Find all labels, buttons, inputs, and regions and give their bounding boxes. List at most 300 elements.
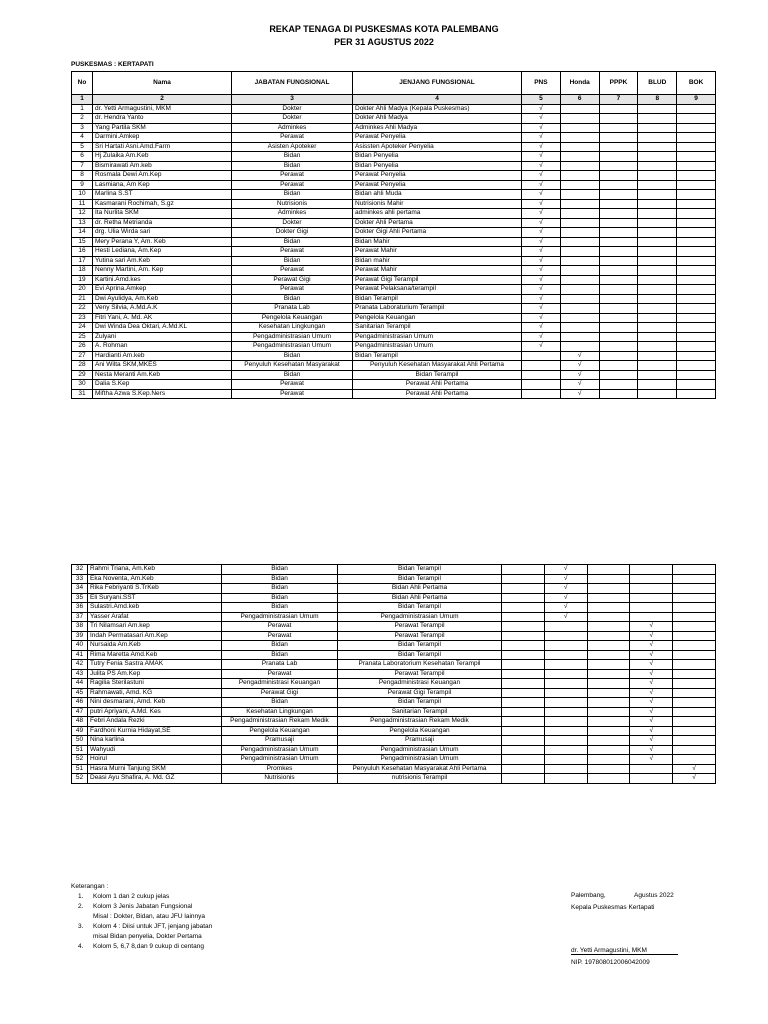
jabatan-fungsional: Pranata Lab <box>232 304 353 314</box>
column-number-row <box>72 95 716 105</box>
status-pppk-cell <box>599 228 638 238</box>
status-pns-cell: √ <box>522 275 561 285</box>
staff-name: Yasser Arafat <box>88 612 222 622</box>
status-pns-cell <box>502 669 545 679</box>
jabatan-fungsional: Bidan <box>222 565 338 575</box>
table-row <box>72 123 716 133</box>
status-honda-cell <box>560 285 599 295</box>
jabatan-fungsional: Nutrisionis <box>232 199 353 209</box>
table-row <box>72 256 716 266</box>
jabatan-fungsional: Pengadministrasian Rekam Medik <box>222 717 338 727</box>
row-number: 1 <box>72 104 93 114</box>
status-honda-cell <box>560 133 599 143</box>
status-pppk-cell <box>599 190 638 200</box>
table-row <box>72 351 716 361</box>
table-row <box>72 180 716 190</box>
staff-name: Hesti Lediana, Am.Kep <box>93 247 232 257</box>
status-pppk-cell <box>587 745 630 755</box>
status-pppk-cell <box>587 660 630 670</box>
staff-name: dr. Retha Metrianda <box>93 218 232 228</box>
jenjang-fungsional: Pengadministrasian Umum <box>338 612 502 622</box>
jabatan-fungsional: Dokter <box>232 104 353 114</box>
status-honda-cell <box>560 142 599 152</box>
jenjang-fungsional: Pengadministrasian Umum <box>353 332 522 342</box>
status-pns-cell <box>502 612 545 622</box>
row-number: 52 <box>72 774 88 784</box>
status-honda-cell: √ <box>544 565 587 575</box>
status-pns-cell: √ <box>522 237 561 247</box>
row-number: 31 <box>72 389 93 399</box>
status-pns-cell: √ <box>522 133 561 143</box>
status-blud-cell <box>638 209 677 219</box>
keterangan-item <box>78 902 212 922</box>
row-number: 37 <box>72 612 88 622</box>
status-bok-cell <box>677 228 716 238</box>
status-bok-cell <box>677 142 716 152</box>
jenjang-fungsional: Bidan mahir <box>353 256 522 266</box>
jabatan-fungsional: Bidan <box>222 593 338 603</box>
col-header-pns: PNS <box>522 72 561 95</box>
jenjang-fungsional: Adminkes Ahli Madya <box>353 123 522 133</box>
status-honda-cell <box>560 266 599 276</box>
jenjang-fungsional: Pengelola Keuangan <box>353 313 522 323</box>
status-blud-cell <box>630 603 673 613</box>
table-row <box>72 266 716 276</box>
jabatan-fungsional: Adminkes <box>232 209 353 219</box>
staff-name: Sri Hartati Asni.Amd.Farm <box>93 142 232 152</box>
status-honda-cell: √ <box>544 603 587 613</box>
row-number: 33 <box>72 574 88 584</box>
row-number: 10 <box>72 190 93 200</box>
row-number: 52 <box>72 755 88 765</box>
col-number: 7 <box>599 95 638 105</box>
jabatan-fungsional: Perawat <box>232 133 353 143</box>
status-blud-cell: √ <box>630 641 673 651</box>
status-bok-cell <box>677 123 716 133</box>
status-blud-cell <box>638 266 677 276</box>
keterangan-item <box>78 922 212 942</box>
staff-name: Hj Zulaika Am.Keb <box>93 152 232 162</box>
status-blud-cell: √ <box>630 631 673 641</box>
jabatan-fungsional: Perawat <box>222 622 338 632</box>
status-pppk-cell <box>599 361 638 371</box>
jabatan-fungsional: Dokter <box>232 114 353 124</box>
staff-name: drg. Ulia Wirda sari <box>93 228 232 238</box>
status-honda-cell <box>560 313 599 323</box>
keterangan-item-number: 3. <box>78 923 84 930</box>
jenjang-fungsional: Perawat Terampil <box>338 631 502 641</box>
staff-name: Darmini.Amkep <box>93 133 232 143</box>
status-bok-cell <box>673 631 716 641</box>
jenjang-fungsional: Bidan Penyelia <box>353 161 522 171</box>
jenjang-fungsional: Pengadministrasian Umum <box>338 755 502 765</box>
staff-name: Ragilia Sterilastuni <box>88 679 222 689</box>
table-row <box>72 142 716 152</box>
jabatan-fungsional: Pengadministrasi Keuangan <box>222 679 338 689</box>
row-number: 2 <box>72 114 93 124</box>
col-header-no: No <box>72 72 93 95</box>
status-bok-cell <box>677 152 716 162</box>
table-row <box>72 565 716 575</box>
staff-name: dr. Hendra Yanto <box>93 114 232 124</box>
table-row <box>72 688 716 698</box>
status-blud-cell <box>638 332 677 342</box>
status-honda-cell: √ <box>560 380 599 390</box>
status-pns-cell: √ <box>522 266 561 276</box>
row-number: 18 <box>72 266 93 276</box>
status-honda-cell <box>560 152 599 162</box>
jabatan-fungsional: Asisten Apoteker <box>232 142 353 152</box>
table-row <box>72 612 716 622</box>
jenjang-fungsional: Bidan Terampil <box>338 565 502 575</box>
status-blud-cell <box>638 247 677 257</box>
staff-name: Febri Andala Rezki <box>88 717 222 727</box>
col-header-nama: Nama <box>93 72 232 95</box>
jabatan-fungsional: Bidan <box>232 152 353 162</box>
row-number: 8 <box>72 171 93 181</box>
jenjang-fungsional: Penyuluh Kesehatan Masyarakat Ahli Pertama <box>353 361 522 371</box>
jenjang-fungsional: Perawat Pelaksana/terampil <box>353 285 522 295</box>
jenjang-fungsional: Pengadministrasian Umum <box>353 342 522 352</box>
status-pns-cell <box>502 603 545 613</box>
status-honda-cell <box>544 764 587 774</box>
status-blud-cell <box>638 199 677 209</box>
staff-name: Kartini.Amd.kes <box>93 275 232 285</box>
keterangan-item-text: Misal : Dokter, Bidan, atau JFU lainnya <box>93 913 205 920</box>
table-row <box>72 247 716 257</box>
status-bok-cell <box>673 669 716 679</box>
jenjang-fungsional: Bidan Terampil <box>353 370 522 380</box>
status-blud-cell <box>638 380 677 390</box>
table-row <box>72 641 716 651</box>
status-bok-cell <box>677 370 716 380</box>
col-header-honda: Honda <box>560 72 599 95</box>
status-honda-cell <box>560 114 599 124</box>
status-blud-cell <box>630 764 673 774</box>
status-pns-cell: √ <box>522 123 561 133</box>
status-honda-cell: √ <box>544 584 587 594</box>
jenjang-fungsional: Bidan ahli Muda <box>353 190 522 200</box>
status-blud-cell <box>638 351 677 361</box>
status-pns-cell: √ <box>522 199 561 209</box>
status-blud-cell <box>638 323 677 333</box>
status-honda-cell <box>544 736 587 746</box>
col-number: 2 <box>93 95 232 105</box>
jabatan-fungsional: Pengelola Keuangan <box>222 726 338 736</box>
table-row <box>72 574 716 584</box>
status-pppk-cell <box>599 104 638 114</box>
status-blud-cell <box>638 342 677 352</box>
status-honda-cell <box>560 171 599 181</box>
jenjang-fungsional: nutrisionis Terampil <box>338 774 502 784</box>
jabatan-fungsional: Pengadministrasian Umum <box>222 745 338 755</box>
status-pns-cell <box>502 650 545 660</box>
status-pppk-cell <box>599 247 638 257</box>
status-pppk-cell <box>587 774 630 784</box>
staff-name: Bismirawati Am.keb <box>93 161 232 171</box>
jabatan-fungsional: Pengadministrasian Umum <box>232 332 353 342</box>
row-number: 35 <box>72 593 88 603</box>
status-honda-cell <box>544 660 587 670</box>
status-honda-cell <box>560 342 599 352</box>
jabatan-fungsional: Bidan <box>222 603 338 613</box>
status-pns-cell: √ <box>522 152 561 162</box>
table-row <box>72 342 716 352</box>
status-honda-cell: √ <box>544 574 587 584</box>
jabatan-fungsional: Pramusaji <box>222 736 338 746</box>
status-bok-cell <box>673 650 716 660</box>
status-blud-cell <box>638 123 677 133</box>
col-number: 6 <box>560 95 599 105</box>
status-pppk-cell <box>599 323 638 333</box>
status-honda-cell <box>544 679 587 689</box>
jabatan-fungsional: Bidan <box>222 650 338 660</box>
row-number: 20 <box>72 285 93 295</box>
jenjang-fungsional: Bidan Terampil <box>338 641 502 651</box>
status-bok-cell <box>677 323 716 333</box>
table-row <box>72 717 716 727</box>
status-blud-cell <box>630 584 673 594</box>
jenjang-fungsional: Dokter Ahli Madya <box>353 114 522 124</box>
status-bok-cell <box>673 622 716 632</box>
status-pppk-cell <box>587 641 630 651</box>
row-number: 44 <box>72 679 88 689</box>
jenjang-fungsional: Dokter Ahli Pertama <box>353 218 522 228</box>
status-pns-cell <box>502 584 545 594</box>
jabatan-fungsional: Perawat <box>232 180 353 190</box>
staff-table-page-2 <box>71 564 716 784</box>
status-bok-cell: √ <box>673 764 716 774</box>
jabatan-fungsional: Bidan <box>222 698 338 708</box>
status-pns-cell <box>502 736 545 746</box>
table-row <box>72 631 716 641</box>
status-pppk-cell <box>587 669 630 679</box>
col-header-jenjang: JENJANG FUNGSIONAL <box>353 72 522 95</box>
staff-name: Nenny Martini, Am. Kep <box>93 266 232 276</box>
jenjang-fungsional: Sanitarian Terampil <box>338 707 502 717</box>
table-row <box>72 237 716 247</box>
status-bok-cell <box>673 707 716 717</box>
staff-name: Marlina S.ST <box>93 190 232 200</box>
row-number: 36 <box>72 603 88 613</box>
status-pns-cell: √ <box>522 247 561 257</box>
status-blud-cell <box>638 370 677 380</box>
status-bok-cell <box>673 736 716 746</box>
status-blud-cell <box>630 612 673 622</box>
status-blud-cell <box>638 171 677 181</box>
keterangan-item-text: Kolom 1 dan 2 cukup jelas <box>93 893 170 900</box>
table-row <box>72 370 716 380</box>
staff-name: Eli Suryani.SST <box>88 593 222 603</box>
keterangan-list <box>78 892 212 952</box>
jenjang-fungsional: Perawat Ahli Pertama <box>353 389 522 399</box>
status-pppk-cell <box>599 275 638 285</box>
jabatan-fungsional: Perawat <box>232 285 353 295</box>
status-pppk-cell <box>587 603 630 613</box>
row-number: 6 <box>72 152 93 162</box>
staff-name: Hardianti Am.keb <box>93 351 232 361</box>
staff-name: Rima Maretta Amd.Keb <box>88 650 222 660</box>
row-number: 25 <box>72 332 93 342</box>
row-number: 47 <box>72 707 88 717</box>
status-pns-cell <box>522 380 561 390</box>
jabatan-fungsional: Perawat <box>232 389 353 399</box>
staff-name: Deasi Ayu Shafira, A. Md. GZ <box>88 774 222 784</box>
jenjang-fungsional: Bidan Penyelia <box>353 152 522 162</box>
status-bok-cell <box>673 755 716 765</box>
signature-date: Agustus 2022 <box>634 892 674 899</box>
keterangan-item-text: Kolom 5, 6,7 8,dan 9 cukup di centang <box>93 943 204 950</box>
jenjang-fungsional: Perawat Ahli Pertama <box>353 380 522 390</box>
status-honda-cell <box>544 755 587 765</box>
col-number: 5 <box>522 95 561 105</box>
jenjang-fungsional: Bidan Mahir <box>353 237 522 247</box>
status-bok-cell <box>673 679 716 689</box>
table-row <box>72 622 716 632</box>
status-blud-cell: √ <box>630 688 673 698</box>
status-blud-cell <box>638 237 677 247</box>
status-pppk-cell <box>599 380 638 390</box>
status-pppk-cell <box>587 612 630 622</box>
jabatan-fungsional: Bidan <box>222 584 338 594</box>
staff-name: Lasmiana, Am Kep <box>93 180 232 190</box>
status-pns-cell <box>502 755 545 765</box>
staff-name: Nini desmarani, Amd. Keb <box>88 698 222 708</box>
status-blud-cell <box>638 389 677 399</box>
status-bok-cell <box>677 247 716 257</box>
status-pppk-cell <box>587 755 630 765</box>
status-pppk-cell <box>587 622 630 632</box>
status-blud-cell: √ <box>630 717 673 727</box>
status-pns-cell: √ <box>522 114 561 124</box>
status-pns-cell: √ <box>522 104 561 114</box>
keterangan-item-number: 4. <box>78 943 84 950</box>
jenjang-fungsional: Dokter Gigi Ahli Pertama <box>353 228 522 238</box>
jenjang-fungsional: Perawat Terampil <box>338 669 502 679</box>
table-row <box>72 152 716 162</box>
jabatan-fungsional: Perawat <box>222 669 338 679</box>
status-honda-cell <box>544 622 587 632</box>
staff-name: Veny Silvia, A.Md.A.K <box>93 304 232 314</box>
status-bok-cell <box>673 660 716 670</box>
status-honda-cell <box>560 190 599 200</box>
status-pppk-cell <box>599 304 638 314</box>
col-header-jabatan: JABATAN FUNGSIONAL <box>232 72 353 95</box>
status-blud-cell: √ <box>630 745 673 755</box>
jabatan-fungsional: Kesehatan Lingkungan <box>222 707 338 717</box>
jenjang-fungsional: Nutrisionis Mahir <box>353 199 522 209</box>
row-number: 9 <box>72 180 93 190</box>
jabatan-fungsional: Perawat Gigi <box>222 688 338 698</box>
status-honda-cell: √ <box>560 351 599 361</box>
signature-place: Palembang, <box>571 892 606 899</box>
staff-name: Nina karlina <box>88 736 222 746</box>
status-pppk-cell <box>599 294 638 304</box>
staff-name: Indah Permatasari Am.Kep <box>88 631 222 641</box>
status-pns-cell <box>522 370 561 380</box>
status-blud-cell <box>638 313 677 323</box>
status-blud-cell <box>638 142 677 152</box>
jabatan-fungsional: Penyuluh Kesehatan Masyarakat <box>232 361 353 371</box>
status-bok-cell <box>677 114 716 124</box>
jenjang-fungsional: Dokter Ahli Madya (Kepala Puskesmas) <box>353 104 522 114</box>
table-row <box>72 389 716 399</box>
status-blud-cell <box>630 593 673 603</box>
jenjang-fungsional: Bidan Terampil <box>353 294 522 304</box>
status-pppk-cell <box>599 237 638 247</box>
status-pppk-cell <box>587 726 630 736</box>
keterangan-item-number: 1. <box>78 893 84 900</box>
jenjang-fungsional: Penyuluh Kesehatan Masyarakat Ahli Pertama <box>338 764 502 774</box>
status-bok-cell <box>677 266 716 276</box>
signature-role: Kepala Puskesmas Kertapati <box>571 904 655 911</box>
jabatan-fungsional: Perawat <box>232 247 353 257</box>
status-pppk-cell <box>587 688 630 698</box>
table-row <box>72 313 716 323</box>
keterangan-item-text: Kolom 3 Jenis Jabatan Fungsional <box>93 903 193 910</box>
col-header-bok: BOK <box>677 72 716 95</box>
status-pns-cell <box>502 574 545 584</box>
jabatan-fungsional: Pengadministrasian Umum <box>222 755 338 765</box>
status-blud-cell: √ <box>630 707 673 717</box>
status-blud-cell <box>638 114 677 124</box>
jenjang-fungsional: Pengelola Keuangan <box>338 726 502 736</box>
table-row <box>72 736 716 746</box>
status-honda-cell: √ <box>544 593 587 603</box>
row-number: 40 <box>72 641 88 651</box>
jenjang-fungsional: Perawat Gigi Terampil <box>338 688 502 698</box>
table-row <box>72 294 716 304</box>
table-row <box>72 209 716 219</box>
status-pppk-cell <box>599 114 638 124</box>
status-bok-cell <box>677 104 716 114</box>
status-blud-cell <box>638 228 677 238</box>
col-header-blud: BLUD <box>638 72 677 95</box>
jabatan-fungsional: Perawat <box>222 631 338 641</box>
status-blud-cell <box>638 180 677 190</box>
table-row <box>72 726 716 736</box>
table-row <box>72 161 716 171</box>
row-number: 19 <box>72 275 93 285</box>
status-pppk-cell <box>587 574 630 584</box>
status-bok-cell: √ <box>673 774 716 784</box>
status-blud-cell: √ <box>630 660 673 670</box>
status-pppk-cell <box>599 370 638 380</box>
table-row <box>72 304 716 314</box>
status-honda-cell <box>544 707 587 717</box>
row-number: 11 <box>72 199 93 209</box>
status-bok-cell <box>677 294 716 304</box>
table-row <box>72 133 716 143</box>
status-honda-cell <box>560 256 599 266</box>
status-honda-cell <box>560 218 599 228</box>
jabatan-fungsional: Bidan <box>232 190 353 200</box>
status-honda-cell <box>560 199 599 209</box>
jabatan-fungsional: Perawat <box>232 171 353 181</box>
jenjang-fungsional: Bidan Ahli Pertama <box>338 593 502 603</box>
staff-name: Rosmala Dewi Am.Kep <box>93 171 232 181</box>
status-honda-cell: √ <box>560 370 599 380</box>
jenjang-fungsional: Bidan Terampil <box>338 650 502 660</box>
status-honda-cell <box>544 745 587 755</box>
row-number: 23 <box>72 313 93 323</box>
table-header-row <box>72 72 716 95</box>
status-pppk-cell <box>587 679 630 689</box>
status-pppk-cell <box>599 199 638 209</box>
table-row <box>72 669 716 679</box>
jenjang-fungsional: Bidan Terampil <box>353 351 522 361</box>
staff-name: A. Rohman <box>93 342 232 352</box>
